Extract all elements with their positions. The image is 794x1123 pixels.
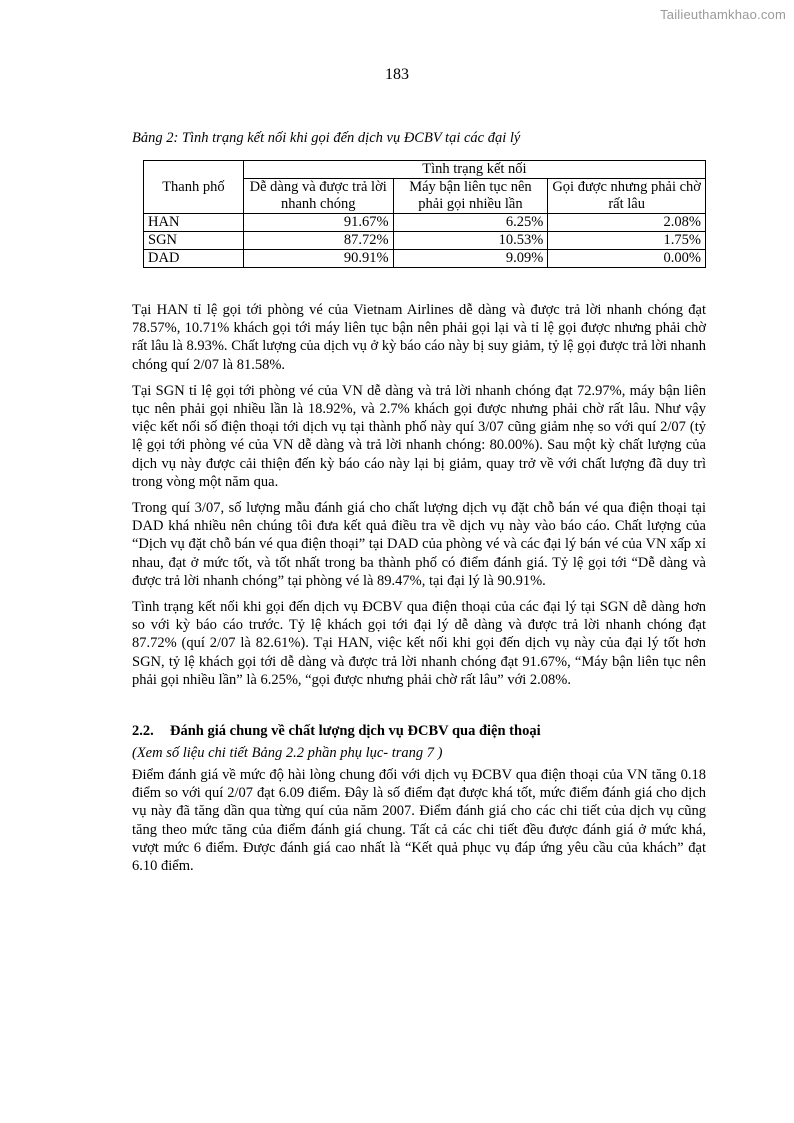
paragraph-agents: Tình trạng kết nối khi gọi đến dịch vụ ĐCBV qua điện thoại của các đại lý tại SGN dễ dàng hơn so với kỳ báo cáo trước. Tỷ lệ khách gọi tới đại lý dễ dàng và được trả lời nhanh chóng đạt 87.72% (quí 2/07 là 82.61%). Tại HAN, việc kết nối khi gọi đến dịch vụ này của đại lý tốt hơn SGN, tỷ lệ khách gọi tới dễ dàng và được trả lời nhanh chóng đạt 91.67%, “Máy bận liên tục nên phải gọi nhiều lần” là 6.25%, “gọi được nhưng phải chờ rất lâu” với 2.08%. — [132, 599, 706, 688]
document-body — [132, 130, 706, 883]
table-cell-value: 6.25% — [393, 214, 548, 232]
column-header-long-wait: Gọi được nhưng phải chờ rất lâu — [548, 179, 706, 214]
table-row — [144, 232, 706, 250]
table-cell-city: SGN — [144, 232, 244, 250]
connection-status-group-header: Tình trạng kết nối — [243, 161, 705, 179]
section-title: Đánh giá chung về chất lượng dịch vụ ĐCBV qua điện thoại — [170, 723, 541, 740]
table-cell-city: DAD — [144, 250, 244, 268]
section-note: (Xem số liệu chi tiết Bảng 2.2 phần phụ lục- trang 7 ) — [132, 745, 443, 762]
section-number: 2.2. — [132, 723, 154, 740]
connection-status-table — [143, 160, 706, 268]
column-header-easy: Dễ dàng và được trả lời nhanh chóng — [243, 179, 393, 214]
table-cell-value: 10.53% — [393, 232, 548, 250]
paragraph-overall-score: Điểm đánh giá về mức độ hài lòng chung đối với dịch vụ ĐCBV qua điện thoại của VN tăng 0.18 điểm so với quí 2/07 đạt 6.09 điểm. Đây là số điểm đạt được khá tốt, mức điểm đánh giá cho dịch vụ này đã tăng dần qua từng quí của năm 2007. Điểm đánh giá cho các chi tiết của dịch vụ cũng tăng theo mức tăng của điểm đánh giá chung. Tất cả các chi tiết đều được đánh giá ở mức khá, vượt mức 6 điểm. Được đánh giá cao nhất là “Kết quả phục vụ đáp ứng yêu cầu của khách” đạt 6.10 điểm. — [132, 767, 706, 875]
table-cell-value: 9.09% — [393, 250, 548, 268]
paragraph-han: Tại HAN tỉ lệ gọi tới phòng vé của Vietnam Airlines dễ dàng và được trả lời nhanh chóng đạt 78.57%, 10.71% khách gọi tới máy liên tục bận nên phải gọi lại và tỉ lệ gọi được nhưng phải chờ rất lâu là 8.93%. Chất lượng của dịch vụ ở kỳ báo cáo này bị suy giảm, tỷ lệ gọi được trả lời nhanh chóng quí 2/07 là 81.58%. — [132, 302, 706, 373]
paragraph-sgn: Tại SGN tỉ lệ gọi tới phòng vé của VN dễ dàng và trả lời nhanh chóng đạt 72.97%, máy bận liên tục nên phải gọi nhiều lần là 18.92%, và 2.7% khách gọi được nhưng phải chờ rất lâu. Như vậy việc kết nối số điện thoại tới dịch vụ tại thành phố này quí 3/07 cũng giảm nhẹ so với quí 2/07 (tỷ lệ gọi tới phòng vé của VN dễ dàng và trả lời nhanh chóng: 80.00%). Sau một kỳ chất lượng của dịch vụ này được cải thiện đến kỳ báo cáo này lại bị giảm, quay trở về với chất lượng đã duy trì trong vòng một năm qua. — [132, 382, 706, 490]
paragraph-dad: Trong quí 3/07, số lượng mẫu đánh giá cho chất lượng dịch vụ đặt chỗ bán vé qua điện thoại tại DAD khá nhiều nên chúng tôi đưa kết quả điều tra về dịch vụ này vào báo cáo. Chất lượng của “Dịch vụ đặt chỗ bán vé qua điện thoại” tại DAD của phòng vé và các đại lý bán vé của VN xấp xỉ nhau, đạt ở mức tốt, và tốt nhất trong ba thành phố có điểm đánh giá. Tỷ lệ gọi tới “Dễ dàng và được trả lời nhanh chóng” tại phòng vé là 89.47%, tại đại lý là 90.91%. — [132, 500, 706, 589]
section-heading — [132, 723, 706, 740]
table-header-row — [144, 161, 706, 179]
table-caption: Bảng 2: Tình trạng kết nối khi gọi đến dịch vụ ĐCBV tại các đại lý — [132, 130, 521, 146]
table-row — [144, 214, 706, 232]
column-header-busy: Máy bận liên tục nên phải gọi nhiều lần — [393, 179, 548, 214]
page-number: 183 — [385, 66, 409, 83]
table-cell-value: 1.75% — [548, 232, 706, 250]
table-cell-value: 2.08% — [548, 214, 706, 232]
table-cell-city: HAN — [144, 214, 244, 232]
table-cell-value: 91.67% — [243, 214, 393, 232]
table-cell-value: 90.91% — [243, 250, 393, 268]
table-row — [144, 250, 706, 268]
analysis-text — [132, 301, 706, 689]
watermark-text: Tailieuthamkhao.com — [660, 7, 786, 22]
city-column-header: Thanh phố — [144, 161, 244, 214]
table-cell-value: 0.00% — [548, 250, 706, 268]
table-cell-value: 87.72% — [243, 232, 393, 250]
